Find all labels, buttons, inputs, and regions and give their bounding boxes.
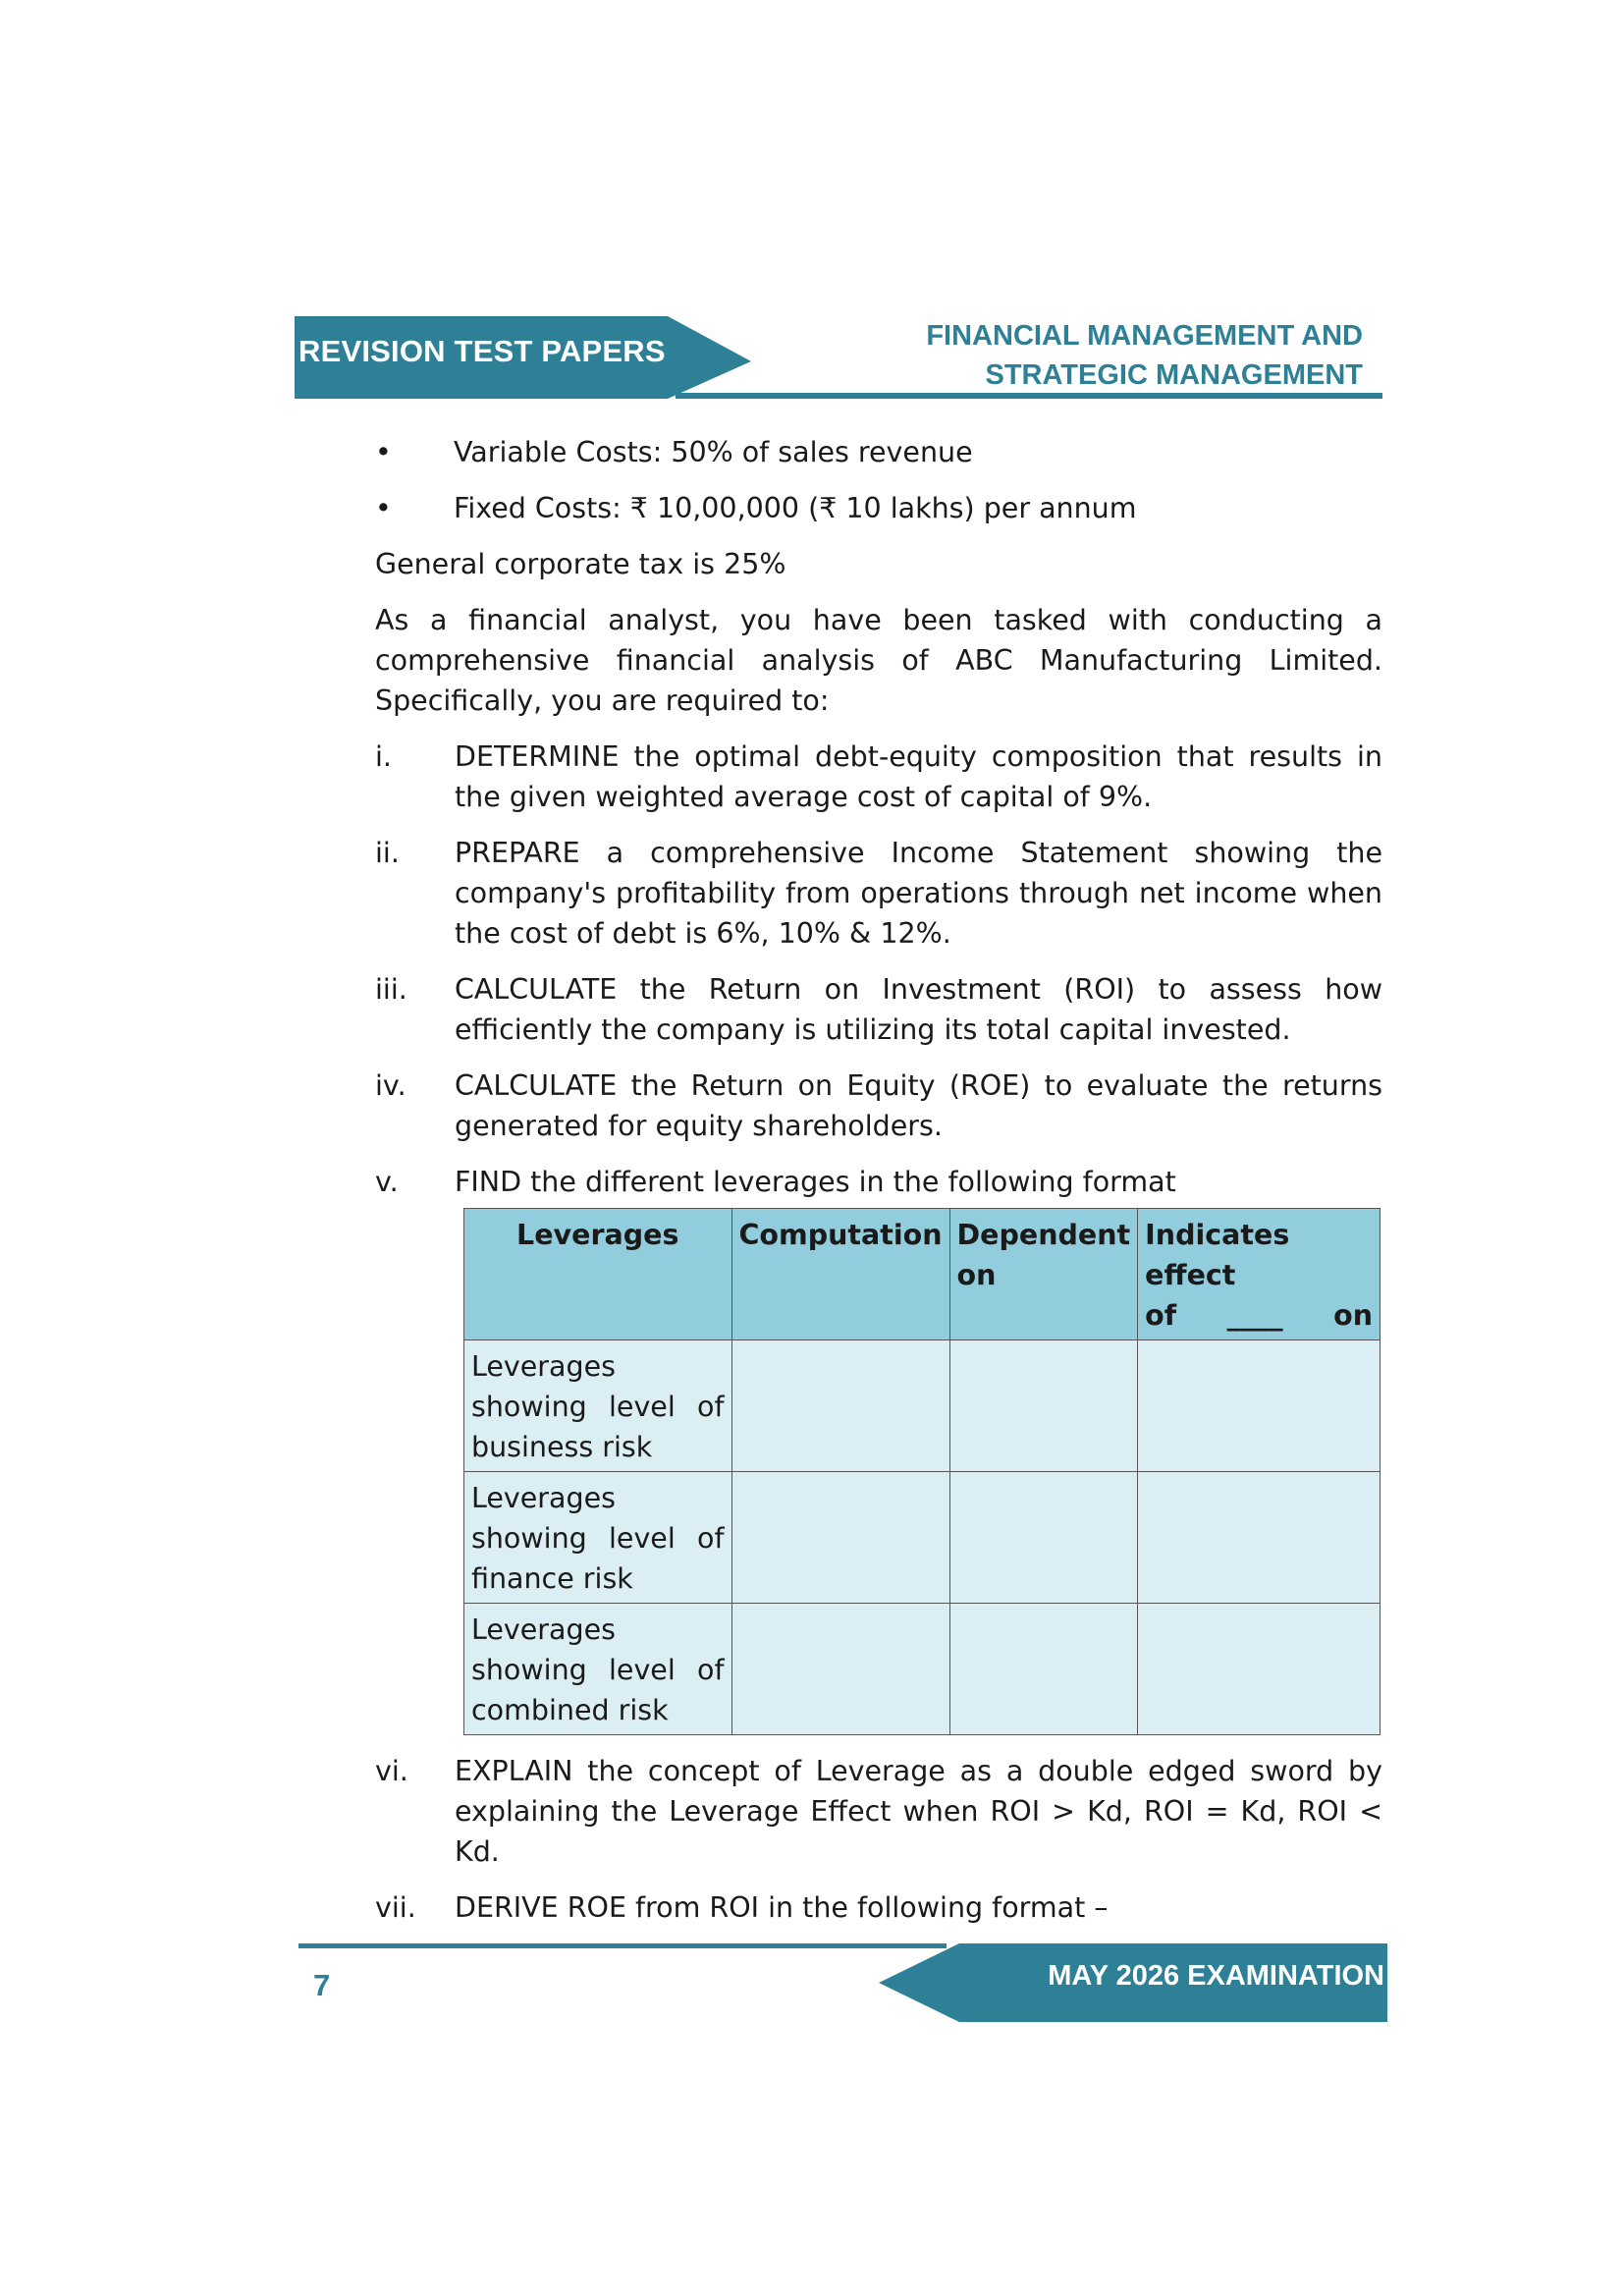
row-computation: [731, 1604, 949, 1735]
item-number: v.: [375, 1166, 399, 1198]
item-text: EXPLAIN the concept of Leverage as a double edged sword by explaining the Leverage Effect when ROI > Kd, ROI = Kd, ROI < Kd.: [455, 1755, 1382, 1868]
header-right-line2: STRATEGIC MANAGEMENT: [985, 359, 1363, 391]
item-number: iv.: [375, 1069, 406, 1102]
list-item: [375, 1751, 1382, 1872]
row-indicates: [1138, 1472, 1380, 1604]
leverages-table: [463, 1208, 1380, 1735]
table-row: [464, 1604, 1380, 1735]
item-text: DERIVE ROE from ROI in the following format –: [455, 1891, 1109, 1924]
page-number: 7: [313, 1968, 331, 2002]
table-row: [464, 1340, 1380, 1472]
item-text: CALCULATE the Return on Investment (ROI) to assess how efficiently the company is utilizing its total capital invested.: [455, 973, 1382, 1046]
row-label: Leverages showing level of combined risk: [464, 1604, 732, 1735]
item-number: i.: [375, 740, 392, 773]
row-label: Leverages showing level of finance risk: [464, 1472, 732, 1604]
row-computation: [731, 1340, 949, 1472]
bullet-marker: •: [375, 436, 392, 468]
item-text: CALCULATE the Return on Equity (ROE) to evaluate the returns generated for equity shareholders.: [455, 1069, 1382, 1142]
list-item: [375, 1887, 1382, 1928]
item-number: vii.: [375, 1891, 416, 1924]
page-content: [375, 432, 1382, 1943]
row-dependent-on: [949, 1604, 1138, 1735]
header-dependent-line2: on: [956, 1259, 997, 1291]
row-indicates: [1138, 1604, 1380, 1735]
header-indicates-effect: [1138, 1209, 1380, 1340]
header-right-line1: FINANCIAL MANAGEMENT AND: [926, 320, 1363, 352]
item-number: ii.: [375, 837, 400, 869]
row-indicates: [1138, 1340, 1380, 1472]
bullet-text: Variable Costs: 50% of sales revenue: [454, 436, 973, 468]
list-item: [375, 1162, 1382, 1202]
item-number: iii.: [375, 973, 407, 1006]
footer-rule: [298, 1943, 947, 1948]
item-number: vi.: [375, 1755, 408, 1787]
table-row: [464, 1472, 1380, 1604]
list-item: [375, 737, 1382, 817]
row-dependent-on: [949, 1472, 1138, 1604]
intro-paragraph: As a financial analyst, you have been tasked with conducting a comprehensive financial analysis of ABC Manufacturing Limited. Specifically, you are required to:: [375, 604, 1382, 717]
footer-exam-label: MAY 2026 EXAMINATION: [1048, 1960, 1384, 1992]
bullet-marker: •: [375, 492, 392, 524]
bullet-item: [375, 488, 1382, 528]
item-text: PREPARE a comprehensive Income Statement showing the company's profitability from operations through net income when the cost of debt is 6%, 10% & 12%.: [455, 837, 1382, 950]
list-item: [375, 1066, 1382, 1146]
row-dependent-on: [949, 1340, 1138, 1472]
header-right-title: [926, 316, 1363, 395]
header-dependent-line1: Dependent: [956, 1219, 1131, 1251]
item-text: FIND the different leverages in the following format: [455, 1166, 1176, 1198]
row-computation: [731, 1472, 949, 1604]
tax-line: General corporate tax is 25%: [375, 548, 786, 580]
header-left-title: REVISION TEST PAPERS: [298, 334, 666, 368]
bullet-text: Fixed Costs: ₹ 10,00,000 (₹ 10 lakhs) per annum: [454, 492, 1137, 524]
header-rule: [676, 393, 1382, 399]
header-leverages: Leverages: [464, 1209, 732, 1340]
row-label: Leverages showing level of business risk: [464, 1340, 732, 1472]
bullet-item: [375, 432, 1382, 472]
header-computation: Computation: [731, 1209, 949, 1340]
header-indicates-line2: of ____ on: [1145, 1299, 1373, 1332]
header-indicates-line1: Indicates effect: [1145, 1219, 1290, 1291]
table-header-row: [464, 1209, 1380, 1340]
list-item: [375, 833, 1382, 954]
list-item: [375, 969, 1382, 1050]
item-text: DETERMINE the optimal debt-equity composition that results in the given weighted average cost of capital of 9%.: [455, 740, 1382, 813]
header-dependent-on: [949, 1209, 1138, 1340]
